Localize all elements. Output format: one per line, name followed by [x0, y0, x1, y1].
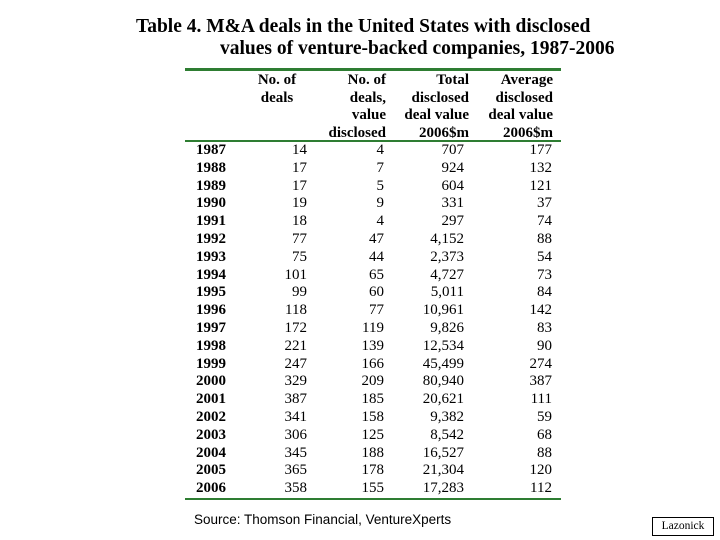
average-value-cell: 73 — [537, 266, 552, 283]
average-value-cell: 88 — [537, 230, 552, 247]
table-row — [186, 267, 560, 285]
year-cell: 1987 — [196, 142, 226, 158]
table-row — [186, 409, 560, 427]
year-cell: 1999 — [196, 355, 226, 372]
disclosed-cell: 185 — [361, 391, 384, 408]
table-row — [186, 231, 560, 249]
deals-cell: 17 — [292, 159, 307, 176]
total-value-cell: 17,283 — [422, 480, 464, 497]
year-cell: 2006 — [196, 480, 226, 497]
disclosed-cell: 139 — [361, 337, 384, 354]
top-rule — [185, 68, 561, 71]
average-value-cell: 387 — [529, 373, 552, 390]
source-note: Source: Thomson Financial, VentureXperts — [194, 512, 452, 527]
average-value-cell: 120 — [529, 462, 552, 479]
total-value-cell: 707 — [441, 142, 464, 158]
deals-cell: 345 — [284, 444, 307, 461]
disclosed-cell: 47 — [369, 230, 384, 247]
header-deals-disclosed: No. of deals, value disclosed — [328, 72, 386, 141]
average-value-cell: 88 — [537, 444, 552, 461]
table-row — [186, 284, 560, 302]
title-line-2: values of venture-backed companies, 1987-2006 — [220, 38, 615, 59]
author-tag: Lazonick — [652, 517, 714, 536]
year-cell: 1990 — [196, 195, 226, 212]
table-row — [186, 427, 560, 445]
header-average-value: Average disclosed deal value 2006$m — [488, 72, 553, 141]
year-cell: 2000 — [196, 373, 226, 390]
disclosed-cell: 77 — [369, 302, 384, 319]
average-value-cell: 68 — [537, 426, 552, 443]
deals-cell: 329 — [284, 373, 307, 390]
total-value-cell: 21,304 — [422, 462, 464, 479]
average-value-cell: 132 — [529, 159, 552, 176]
total-value-cell: 604 — [441, 177, 464, 194]
total-value-cell: 45,499 — [422, 355, 464, 372]
total-value-cell: 16,527 — [422, 444, 464, 461]
year-cell: 1996 — [196, 302, 226, 319]
deals-cell: 14 — [292, 142, 307, 158]
deals-cell: 75 — [292, 248, 307, 265]
disclosed-cell: 65 — [369, 266, 384, 283]
deals-cell: 341 — [284, 408, 307, 425]
disclosed-cell: 125 — [361, 426, 384, 443]
total-value-cell: 297 — [441, 213, 464, 230]
average-value-cell: 111 — [530, 391, 552, 408]
disclosed-cell: 4 — [376, 213, 384, 230]
total-value-cell: 4,152 — [430, 230, 464, 247]
table-row — [186, 445, 560, 463]
disclosed-cell: 155 — [361, 480, 384, 497]
year-cell: 2005 — [196, 462, 226, 479]
disclosed-cell: 178 — [361, 462, 384, 479]
average-value-cell: 121 — [529, 177, 552, 194]
deals-cell: 118 — [285, 302, 307, 319]
average-value-cell: 274 — [529, 355, 552, 372]
total-value-cell: 5,011 — [430, 284, 464, 301]
disclosed-cell: 166 — [361, 355, 384, 372]
deals-cell: 306 — [284, 426, 307, 443]
table-row — [186, 249, 560, 267]
average-value-cell: 142 — [529, 302, 552, 319]
year-cell: 2003 — [196, 426, 226, 443]
year-cell: 1991 — [196, 213, 226, 230]
deals-cell: 17 — [292, 177, 307, 194]
table-row — [186, 373, 560, 391]
total-value-cell: 10,961 — [422, 302, 464, 319]
table-row — [186, 142, 560, 160]
average-value-cell: 83 — [537, 319, 552, 336]
deals-cell: 387 — [284, 391, 307, 408]
year-cell: 1989 — [196, 177, 226, 194]
total-value-cell: 12,534 — [422, 337, 464, 354]
total-value-cell: 20,621 — [422, 391, 464, 408]
year-cell: 1995 — [196, 284, 226, 301]
disclosed-cell: 60 — [369, 284, 384, 301]
year-cell: 1993 — [196, 248, 226, 265]
average-value-cell: 90 — [537, 337, 552, 354]
title-line-1: Table 4. M&A deals in the United States with disclosed — [136, 16, 591, 37]
deals-cell: 101 — [284, 266, 307, 283]
table-row — [186, 356, 560, 374]
disclosed-cell: 44 — [369, 248, 384, 265]
table-row — [186, 213, 560, 231]
disclosed-cell: 119 — [362, 319, 384, 336]
disclosed-cell: 158 — [361, 408, 384, 425]
year-cell: 1994 — [196, 266, 226, 283]
deals-cell: 19 — [292, 195, 307, 212]
average-value-cell: 59 — [537, 408, 552, 425]
table-row — [186, 320, 560, 338]
deals-cell: 18 — [292, 213, 307, 230]
disclosed-cell: 4 — [376, 142, 384, 158]
table-row — [186, 338, 560, 356]
header-deals: No. of deals — [257, 72, 297, 106]
total-value-cell: 9,382 — [430, 408, 464, 425]
disclosed-cell: 9 — [376, 195, 384, 212]
year-cell: 1988 — [196, 159, 226, 176]
deals-cell: 247 — [284, 355, 307, 372]
total-value-cell: 4,727 — [430, 266, 464, 283]
year-cell: 1992 — [196, 230, 226, 247]
deals-cell: 77 — [292, 230, 307, 247]
year-cell: 2004 — [196, 444, 226, 461]
average-value-cell: 74 — [537, 213, 552, 230]
average-value-cell: 54 — [537, 248, 552, 265]
disclosed-cell: 5 — [376, 177, 384, 194]
table-row — [186, 480, 560, 498]
total-value-cell: 924 — [441, 159, 464, 176]
bottom-rule — [185, 498, 561, 500]
average-value-cell: 84 — [537, 284, 552, 301]
deals-cell: 221 — [284, 337, 307, 354]
table-row — [186, 462, 560, 480]
total-value-cell: 9,826 — [430, 319, 464, 336]
disclosed-cell: 7 — [376, 159, 384, 176]
deals-cell: 358 — [284, 480, 307, 497]
data-table — [186, 142, 560, 498]
total-value-cell: 80,940 — [422, 373, 464, 390]
table-title — [136, 16, 615, 60]
header-total-value: Total disclosed deal value 2006$m — [404, 72, 469, 141]
table-row — [186, 391, 560, 409]
year-cell: 2001 — [196, 391, 226, 408]
table-row — [186, 178, 560, 196]
deals-cell: 99 — [292, 284, 307, 301]
deals-cell: 365 — [284, 462, 307, 479]
year-cell: 1997 — [196, 319, 226, 336]
disclosed-cell: 188 — [361, 444, 384, 461]
total-value-cell: 331 — [441, 195, 464, 212]
total-value-cell: 2,373 — [430, 248, 464, 265]
deals-cell: 172 — [284, 319, 307, 336]
year-cell: 1998 — [196, 337, 226, 354]
average-value-cell: 112 — [530, 480, 552, 497]
average-value-cell: 177 — [529, 142, 552, 158]
average-value-cell: 37 — [537, 195, 552, 212]
table-row — [186, 160, 560, 178]
disclosed-cell: 209 — [361, 373, 384, 390]
table-row — [186, 195, 560, 213]
table-row — [186, 302, 560, 320]
total-value-cell: 8,542 — [430, 426, 464, 443]
year-cell: 2002 — [196, 408, 226, 425]
